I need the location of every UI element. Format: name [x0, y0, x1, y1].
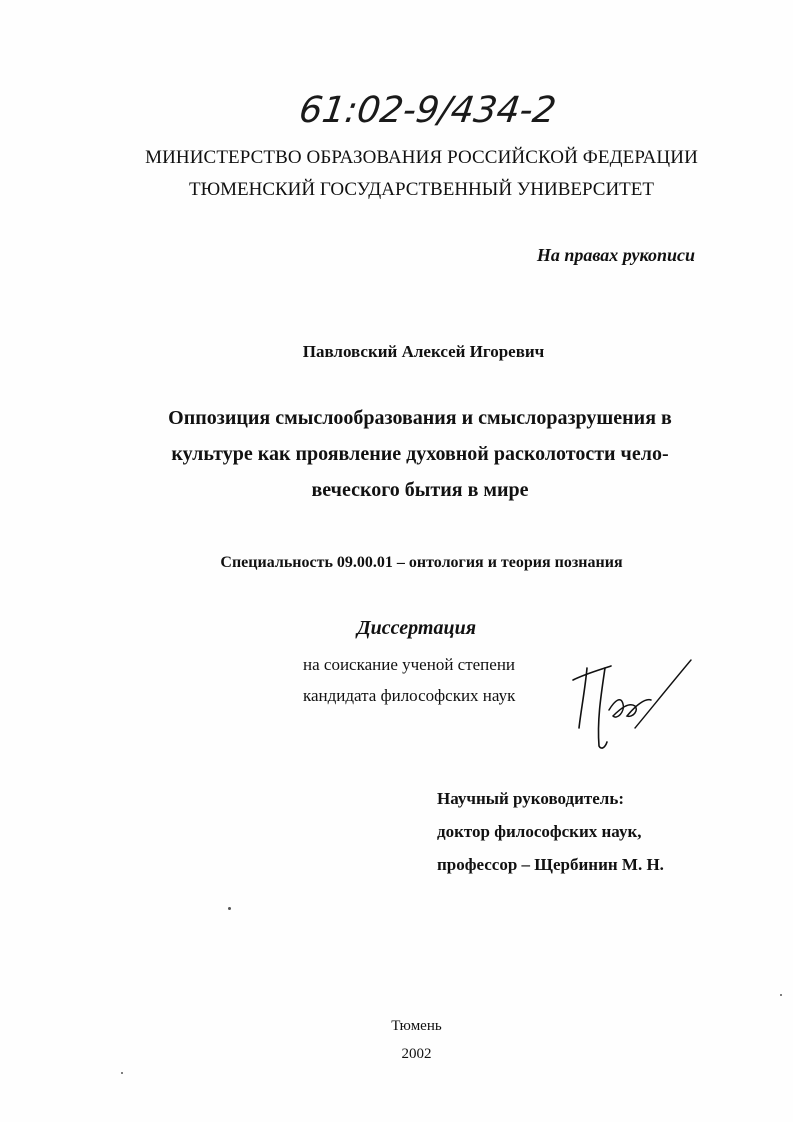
scan-speck: [121, 1072, 123, 1074]
degree-line-2: кандидата философских наук: [303, 686, 516, 705]
degree-line-1: на соискание ученой степени: [303, 655, 516, 674]
scientific-advisor: [437, 782, 664, 881]
title-line-3: веческого бытия в мире: [311, 479, 529, 501]
ministry-name: МИНИСТЕРСТВО ОБРАЗОВАНИЯ РОССИЙСКОЙ ФЕДЕРАЦИИ: [145, 147, 698, 168]
city: Тюмень: [391, 1018, 442, 1034]
archive-number-text: 61:02-9/434-2: [296, 88, 559, 131]
document-type: Диссертация: [357, 617, 476, 639]
advisor-name: профессор – Щербинин М. Н.: [437, 855, 664, 874]
signature-icon: [565, 650, 695, 755]
title-line-2: культуре как проявление духовной расколотости чело-: [171, 443, 669, 465]
manuscript-rights-note: На правах рукописи: [536, 245, 695, 265]
advisor-degree: доктор философских наук,: [437, 822, 642, 841]
specialty-line: Специальность 09.00.01 – онтология и теория познания: [220, 554, 623, 571]
archive-number-handwritten: [296, 78, 559, 148]
university-name: ТЮМЕНСКИЙ ГОСУДАРСТВЕННЫЙ УНИВЕРСИТЕТ: [188, 179, 655, 200]
scan-speck: [780, 994, 782, 996]
advisor-label: Научный руководитель:: [437, 789, 624, 808]
author-signature: [565, 650, 695, 755]
scan-speck: [228, 907, 231, 910]
title-line-1: Оппозиция смыслообразования и смыслоразрушения в: [168, 407, 672, 429]
archive-number-drawing: [296, 78, 559, 148]
year: 2002: [401, 1046, 432, 1062]
dissertation-title: [140, 400, 700, 508]
author-name: Павловский Алексей Игоревич: [302, 342, 545, 361]
